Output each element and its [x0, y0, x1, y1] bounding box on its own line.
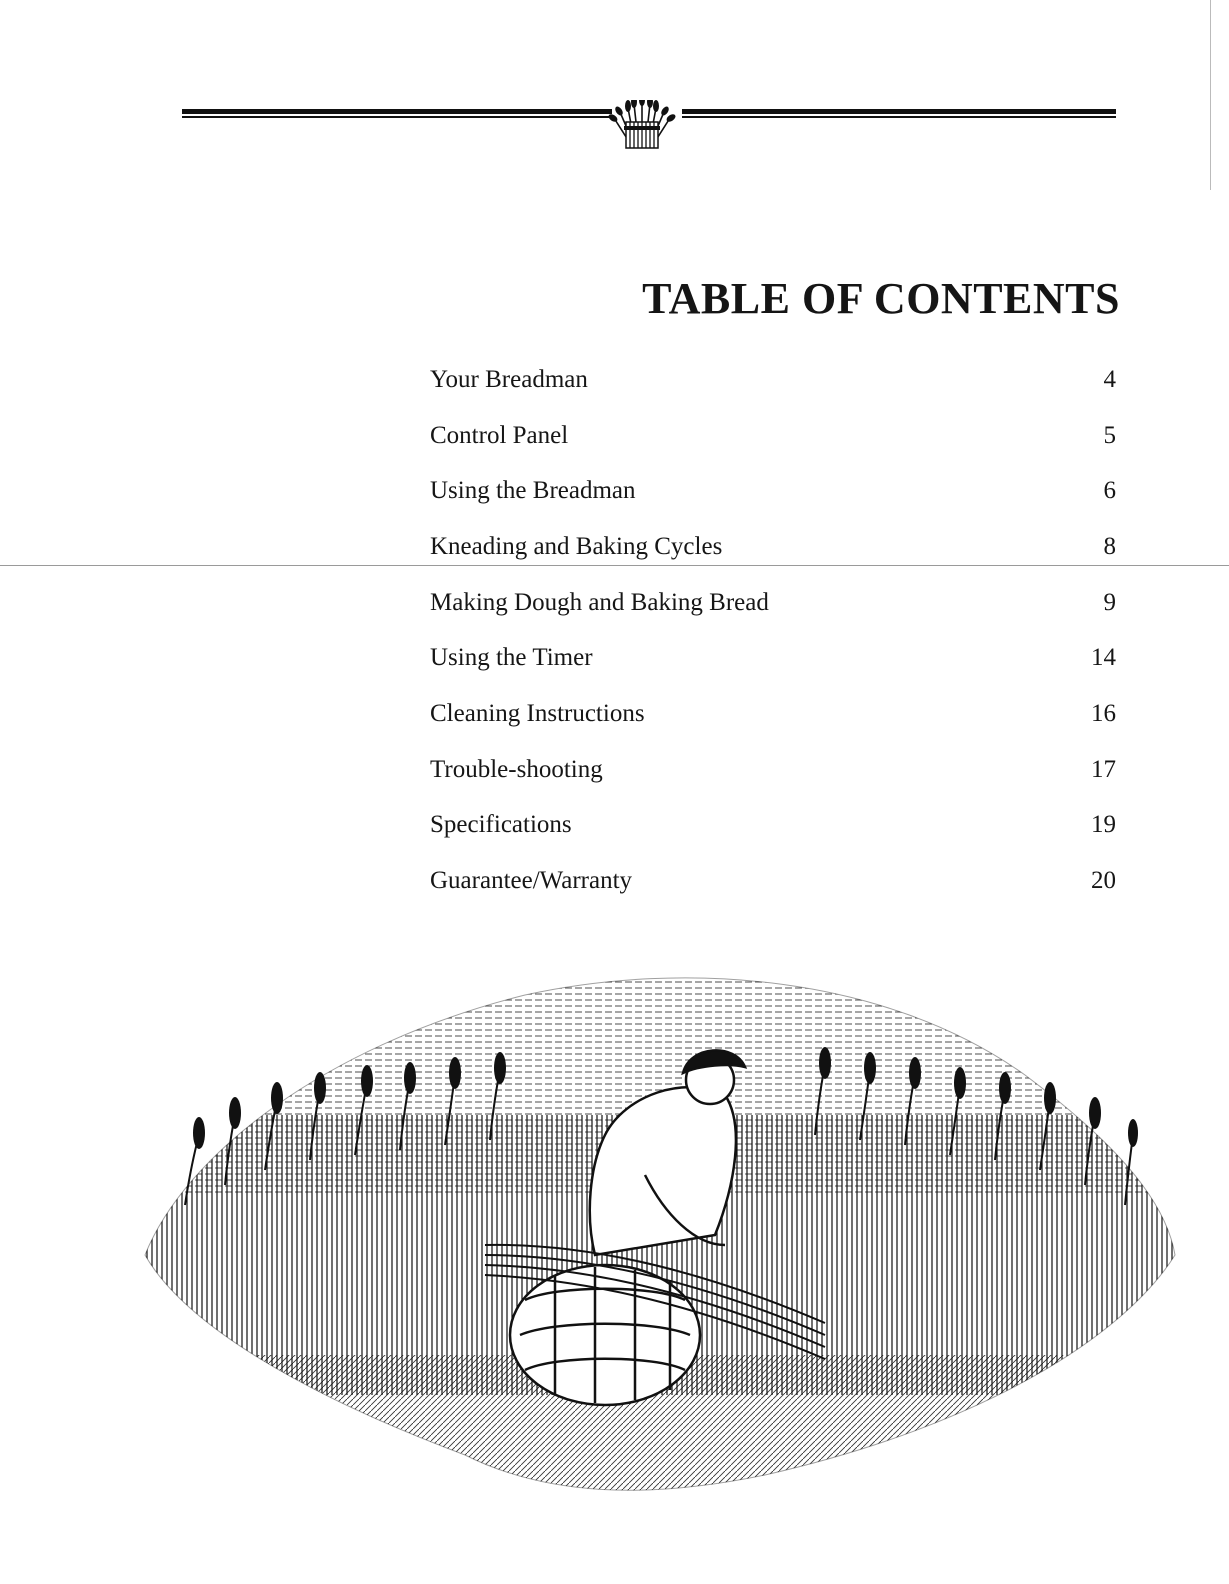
toc-entry[interactable] — [430, 519, 1116, 575]
toc-entry[interactable] — [430, 686, 1116, 742]
toc-entry-label: Specifications — [430, 811, 572, 839]
wheat-sheaf-icon — [182, 100, 1116, 150]
toc-entry-page: 4 — [1103, 365, 1116, 393]
toc-entry-label: Kneading and Baking Cycles — [430, 532, 723, 560]
toc-entry-page: 5 — [1103, 421, 1116, 449]
toc-entry-page: 14 — [1091, 644, 1116, 672]
toc-entry-label: Using the Timer — [430, 644, 593, 672]
toc-entry-label: Using the Breadman — [430, 477, 636, 505]
toc-entry-page: 9 — [1103, 588, 1116, 616]
toc-entry[interactable] — [430, 630, 1116, 686]
toc-list — [430, 352, 1116, 909]
wheat-harvest-illustration-icon — [125, 955, 1180, 1500]
header-rule — [182, 100, 1116, 150]
toc-entry-label: Guarantee/Warranty — [430, 867, 633, 895]
harvest-illustration — [125, 955, 1180, 1500]
toc-entry[interactable] — [430, 352, 1116, 408]
toc-entry-page: 19 — [1091, 811, 1116, 839]
toc-entry-label: Trouble-shooting — [430, 755, 603, 783]
toc-entry-page: 17 — [1091, 755, 1116, 783]
toc-entry-label: Making Dough and Baking Bread — [430, 588, 769, 616]
toc-entry-page: 6 — [1103, 477, 1116, 505]
scan-edge-line — [1210, 0, 1211, 190]
toc-entry[interactable] — [430, 853, 1116, 909]
toc-entry-label: Cleaning Instructions — [430, 699, 645, 727]
toc-entry-label: Control Panel — [430, 421, 569, 449]
toc-entry-label: Your Breadman — [430, 365, 588, 393]
toc-entry[interactable] — [430, 742, 1116, 798]
toc-entry-page: 16 — [1091, 699, 1116, 727]
toc-entry[interactable] — [430, 798, 1116, 854]
toc-entry-page: 20 — [1091, 867, 1116, 895]
page-title: TABLE OF CONTENTS — [642, 274, 1120, 324]
toc-entry-page: 8 — [1103, 532, 1116, 560]
toc-entry[interactable] — [430, 575, 1116, 631]
toc-entry[interactable] — [430, 463, 1116, 519]
toc-entry[interactable] — [430, 408, 1116, 464]
